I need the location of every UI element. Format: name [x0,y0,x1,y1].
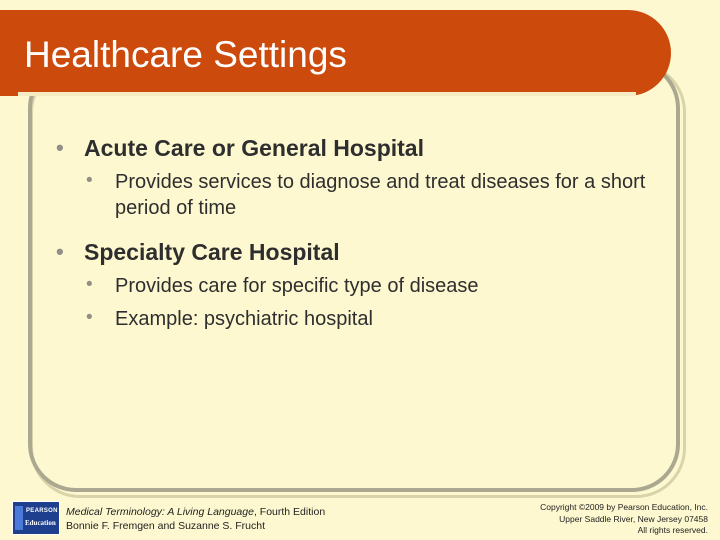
sub-bullet-dot-icon: • [86,170,93,191]
bullet-dot-icon: • [56,239,64,264]
bullet-text: Specialty Care Hospital [84,239,340,265]
sub-bullet-acute-description [84,169,675,221]
footer-book-info [66,505,325,533]
footer-book-line [66,505,325,519]
sub-bullet-list [84,169,676,221]
copyright-line-1: Copyright ©2009 by Pearson Education, Inc. [540,502,708,512]
copyright-line-2: Upper Saddle River, New Jersey 07458 [559,513,708,524]
bullet-acute-care [56,131,676,221]
bullet-specialty-care [56,235,676,332]
title-underline [18,92,636,96]
footer-copyright [540,502,708,537]
pearson-emblem-icon [15,506,23,530]
sub-bullet-specialty-example [84,306,675,332]
footer-authors: Bonnie F. Fremgen and Suzanne S. Frucht [66,520,266,532]
logo-bottom-text: Education [25,519,56,527]
pearson-education-logo [12,501,60,535]
logo-top-text: PEARSON [26,508,58,514]
bullet-list [56,131,676,332]
sub-bullet-text: Provides services to diagnose and treat diseases for a short period of time [115,171,646,219]
bullet-text: Acute Care or General Hospital [84,135,424,161]
copyright-line-3: All rights reserved. [637,525,708,535]
sub-bullet-dot-icon: • [86,307,93,328]
sub-bullet-list [84,273,676,332]
footer-book-edition: , Fourth Edition [253,506,326,518]
sub-bullet-text: Example: psychiatric hospital [115,308,373,330]
sub-bullet-dot-icon: • [86,274,93,295]
sub-bullet-text: Provides care for specific type of disease [115,275,479,297]
bullet-dot-icon: • [56,135,64,160]
slide-title: Healthcare Settings [24,34,347,75]
sub-bullet-specialty-description [84,273,675,299]
footer-book-title: Medical Terminology: A Living Language [66,506,254,518]
